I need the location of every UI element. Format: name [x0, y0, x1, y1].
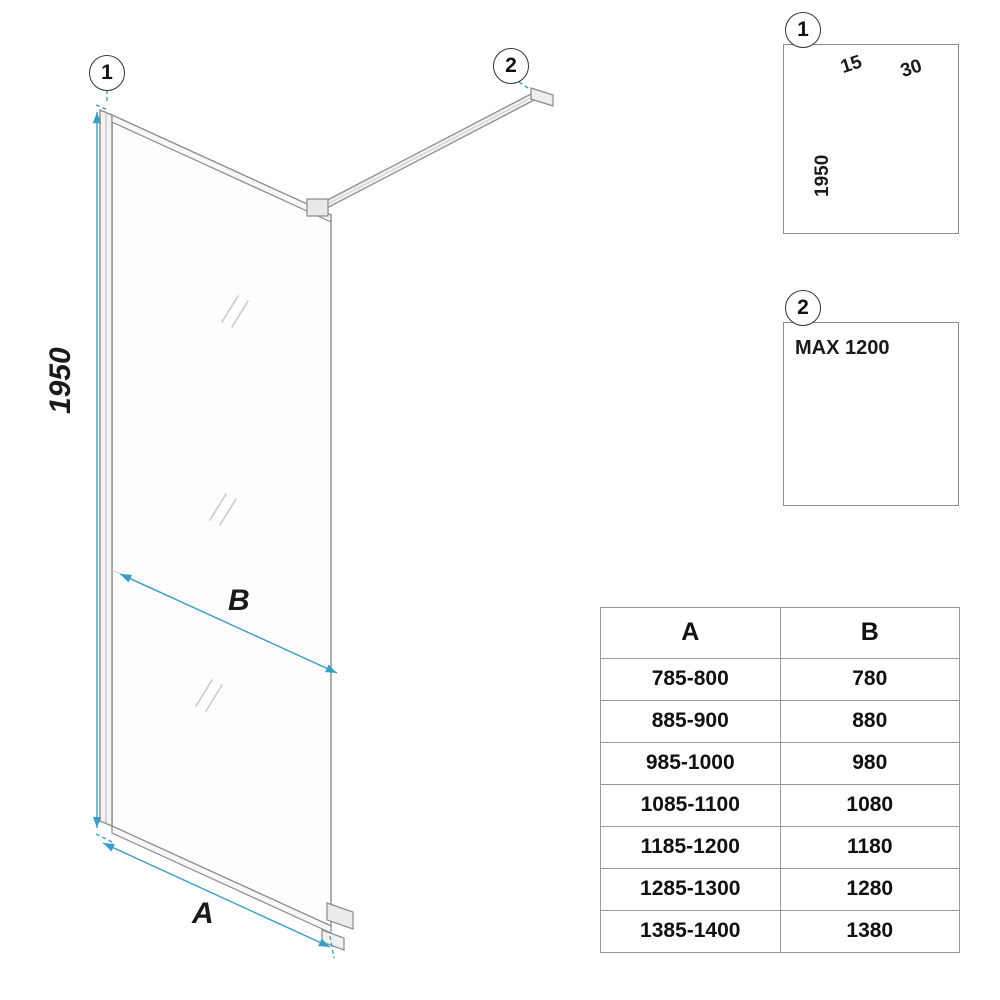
cell-a: 1385-1400 — [601, 911, 781, 953]
cell-b: 1180 — [780, 827, 960, 869]
table-row — [601, 659, 960, 701]
cell-b: 780 — [780, 659, 960, 701]
cell-b: 880 — [780, 701, 960, 743]
detail-1-width-15: 15 — [838, 51, 865, 78]
table-body — [601, 659, 960, 953]
cell-a: 785-800 — [601, 659, 781, 701]
cell-a: 985-1000 — [601, 743, 781, 785]
callout-badge-1: 1 — [89, 55, 125, 91]
table-row — [601, 701, 960, 743]
table-row — [601, 785, 960, 827]
detail-1-depth-30: 30 — [898, 55, 925, 82]
callout-badge-2: 2 — [493, 48, 529, 84]
table-header-row — [601, 608, 960, 659]
width-dimension-label: A — [192, 897, 214, 930]
cell-a: 1285-1300 — [601, 869, 781, 911]
glass-width-label: B — [228, 584, 250, 617]
detail-badge-1: 1 — [785, 12, 821, 48]
detail-2-max-label: MAX 1200 — [795, 337, 890, 359]
cell-a: 1085-1100 — [601, 785, 781, 827]
column-header-a: A — [601, 608, 781, 659]
table-row — [601, 743, 960, 785]
table-row — [601, 827, 960, 869]
detail-1-height-1950: 1950 — [812, 154, 833, 197]
cell-a: 885-900 — [601, 701, 781, 743]
main-isometric-view — [100, 88, 553, 950]
column-header-b: B — [780, 608, 960, 659]
cell-b: 1080 — [780, 785, 960, 827]
table-row — [601, 869, 960, 911]
cell-a: 1185-1200 — [601, 827, 781, 869]
table-row — [601, 911, 960, 953]
cell-b: 980 — [780, 743, 960, 785]
cell-b: 1380 — [780, 911, 960, 953]
height-dimension-label: 1950 — [44, 347, 77, 414]
spec-table — [600, 607, 960, 953]
cell-b: 1280 — [780, 869, 960, 911]
detail-view-1 — [783, 44, 959, 234]
detail-badge-2: 2 — [785, 290, 821, 326]
